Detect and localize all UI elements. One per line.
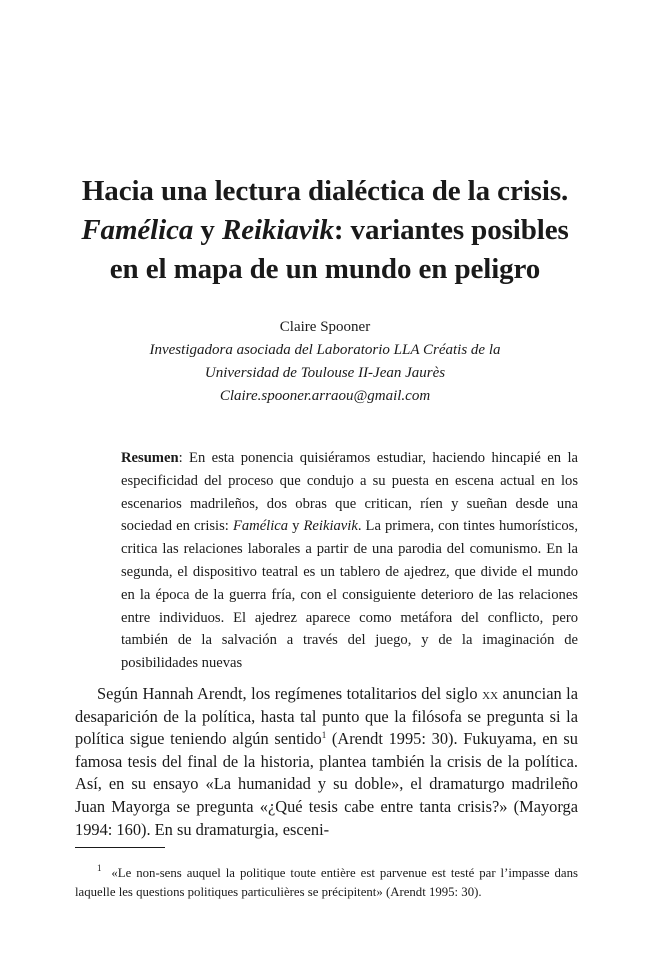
body-text-3: (Arendt 1995: 30). Fukuyama, en su famosa tesis del final de la historia, plantea también la crisis de la política. Así, en su ensayo «La humanidad y su doble», el dramaturgo madrileño Juan Mayorga se pregunta «¿Qué tesis cabe entre tanta crisis?» (Mayorga 1994: 160). En su dramaturgia, esceni-: [75, 729, 578, 839]
body-paragraph: [75, 683, 578, 841]
abstract-text-2: y: [288, 518, 304, 535]
footnote-reference[interactable]: 1: [321, 730, 327, 741]
title-conjunction: y: [193, 214, 222, 246]
footnote-divider: [75, 847, 165, 848]
abstract: [121, 447, 578, 675]
abstract-text-3: . La primera, con tintes humorísticos, critica las relaciones laborales a partir de una parodia del comunismo. En la segunda, el dispositivo teatral es un tablero de ajedrez, que divide el mundo en la época de la guerra fría, con el consiguiente deterioro de las relaciones entre individuos. El ajedrez aparece como metáfora del conflicto, pero también de la salvación a través del juego, y de la imaginación de posibilidades nuevas: [121, 518, 579, 672]
title-line-1: Hacia una lectura dialéctica de la crisis.: [81, 175, 569, 207]
author-affiliation-1: Investigadora asociada del Laboratorio LLA Créatis de la: [149, 342, 501, 358]
body-century: xx: [482, 684, 499, 703]
abstract-work-famelica: Famélica: [232, 518, 289, 535]
body-text-1: Según Hannah Arendt, los regímenes totalitarios del siglo: [97, 684, 483, 703]
title-line-2-rest: : variantes posibles: [333, 214, 569, 246]
abstract-work-reikiavik: Reikiavik: [303, 518, 358, 535]
author-affiliation-2: Universidad de Toulouse II-Jean Jaurès: [204, 365, 446, 381]
title-line-2: [60, 211, 590, 250]
title-line-3: en el mapa de un mundo en peligro: [109, 253, 541, 285]
author-email[interactable]: Claire.spooner.arraou@gmail.com: [219, 388, 431, 404]
footnote: [75, 864, 578, 902]
author-block: [60, 316, 590, 408]
author-name: Claire Spooner: [279, 319, 371, 335]
title-work-famelica: Famélica: [81, 214, 194, 246]
abstract-text-1: : En esta ponencia quisiéramos estudiar, haciendo hincapié en la especificidad del proceso que condujo a su puesta en escena actual en los escenarios madrileños, dos obras que critican, ríen y sueñan desde una sociedad en crisis:: [121, 450, 578, 535]
title-work-reikiavik: Reikiavik: [221, 214, 334, 246]
abstract-label: Resumen: [121, 450, 179, 466]
body-text-2: anuncian la desaparición de la política, hasta tal punto que la filósofa se pregunta si la política sigue teniendo algún sentido: [75, 684, 578, 749]
footnote-number: 1: [97, 863, 102, 873]
footnote-text: «Le non-sens auquel la politique toute entière est parvenue est testé par l’impasse dans laquelle les questions politiques particulières se précipitent» (Arendt 1995: 30).: [75, 866, 578, 899]
paper-title: [60, 172, 590, 289]
